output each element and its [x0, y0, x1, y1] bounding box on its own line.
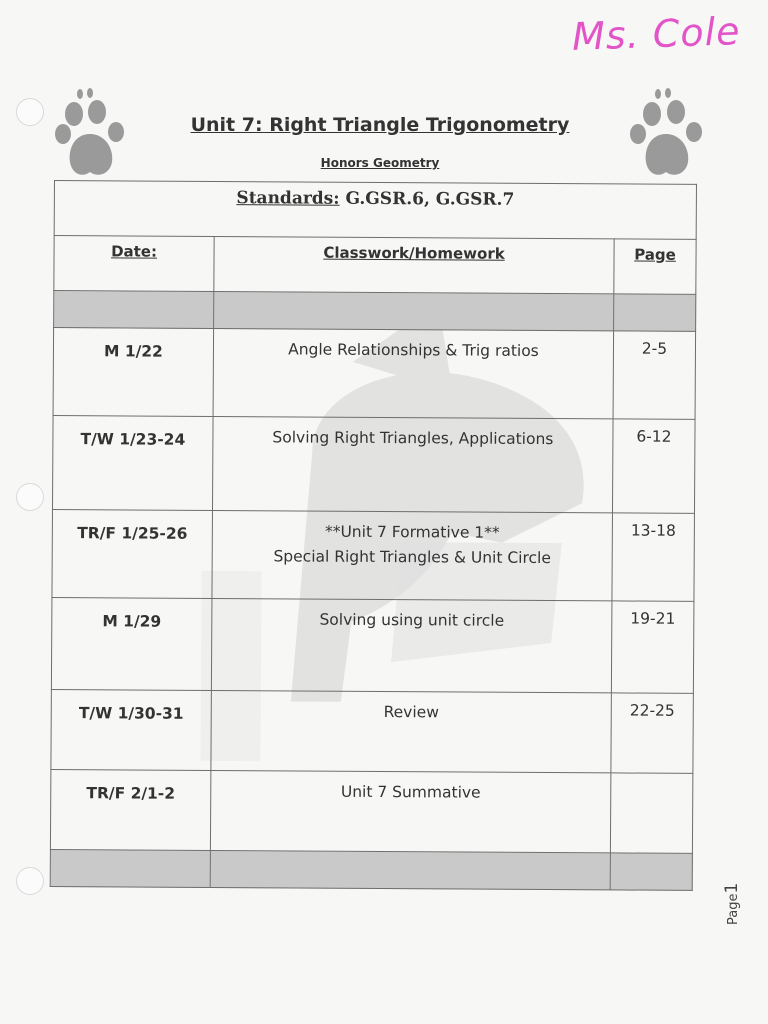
- page-word: Page: [726, 893, 741, 925]
- course-subtitle: Honors Geometry: [320, 156, 440, 170]
- table-header-row: [54, 236, 696, 295]
- row-work-line: **Unit 7 Formative 1**: [324, 522, 500, 542]
- row-page: [610, 773, 693, 853]
- row-date: TR/F 2/1-2: [50, 769, 210, 850]
- shaded-spacer-row: [54, 291, 696, 332]
- row-work-line: Angle Relationships & Trig ratios: [288, 340, 539, 360]
- row-work-line: Unit 7 Summative: [340, 782, 481, 802]
- standards-value: G.GSR.6, G.GSR.7: [345, 188, 515, 210]
- binder-hole-top: [16, 98, 44, 126]
- page-number: [722, 883, 742, 925]
- shaded-spacer-row: [50, 849, 692, 890]
- page-header: [614, 239, 696, 294]
- row-work: [212, 416, 613, 512]
- table-row: [51, 597, 694, 693]
- row-page: 22-25: [611, 693, 694, 773]
- row-page: 19-21: [611, 601, 694, 693]
- binder-hole-bottom: [16, 867, 44, 895]
- unit-title: Unit 7: Right Triangle Trigonometry: [190, 114, 570, 136]
- row-page: 13-18: [612, 513, 695, 601]
- row-date: M 1/29: [51, 597, 212, 690]
- paw-print-icon: [52, 86, 132, 181]
- row-work: [211, 690, 611, 772]
- row-work-line: Review: [383, 703, 439, 722]
- table-row: [52, 415, 695, 513]
- row-work: [210, 770, 610, 852]
- row-work: [212, 510, 613, 600]
- standards-label: Standards:: [236, 188, 340, 209]
- table-row: [53, 328, 696, 420]
- binder-hole-middle: [16, 483, 44, 511]
- row-work-line-2: Special Right Triangles & Unit Circle: [273, 547, 551, 568]
- row-work: [211, 598, 612, 692]
- standards-cell: [54, 181, 696, 240]
- row-date: TR/F 1/25-26: [52, 509, 213, 598]
- work-header: [214, 236, 614, 293]
- row-date: T/W 1/23-24: [52, 415, 213, 510]
- row-date: M 1/22: [53, 328, 214, 417]
- page-header-label: Page: [634, 245, 676, 264]
- page-number-value: 1: [722, 882, 742, 894]
- work-header-label: Classwork/Homework: [323, 243, 505, 263]
- row-work-line: Solving Right Triangles, Applications: [272, 428, 554, 449]
- table-row: [51, 689, 693, 773]
- paw-print-icon: [626, 86, 706, 181]
- schedule-table: [50, 180, 697, 891]
- table-row: [50, 769, 692, 853]
- row-work-line: Solving using unit circle: [319, 610, 505, 630]
- schedule-sheet: [50, 180, 696, 884]
- teacher-signature: Ms. Cole: [571, 9, 742, 59]
- row-work: [213, 328, 614, 418]
- row-page: 2-5: [613, 331, 696, 419]
- date-header: [54, 236, 214, 292]
- row-page: 6-12: [612, 419, 695, 513]
- row-date: T/W 1/30-31: [51, 689, 211, 770]
- date-header-label: Date:: [111, 242, 158, 261]
- table-row: [52, 509, 695, 601]
